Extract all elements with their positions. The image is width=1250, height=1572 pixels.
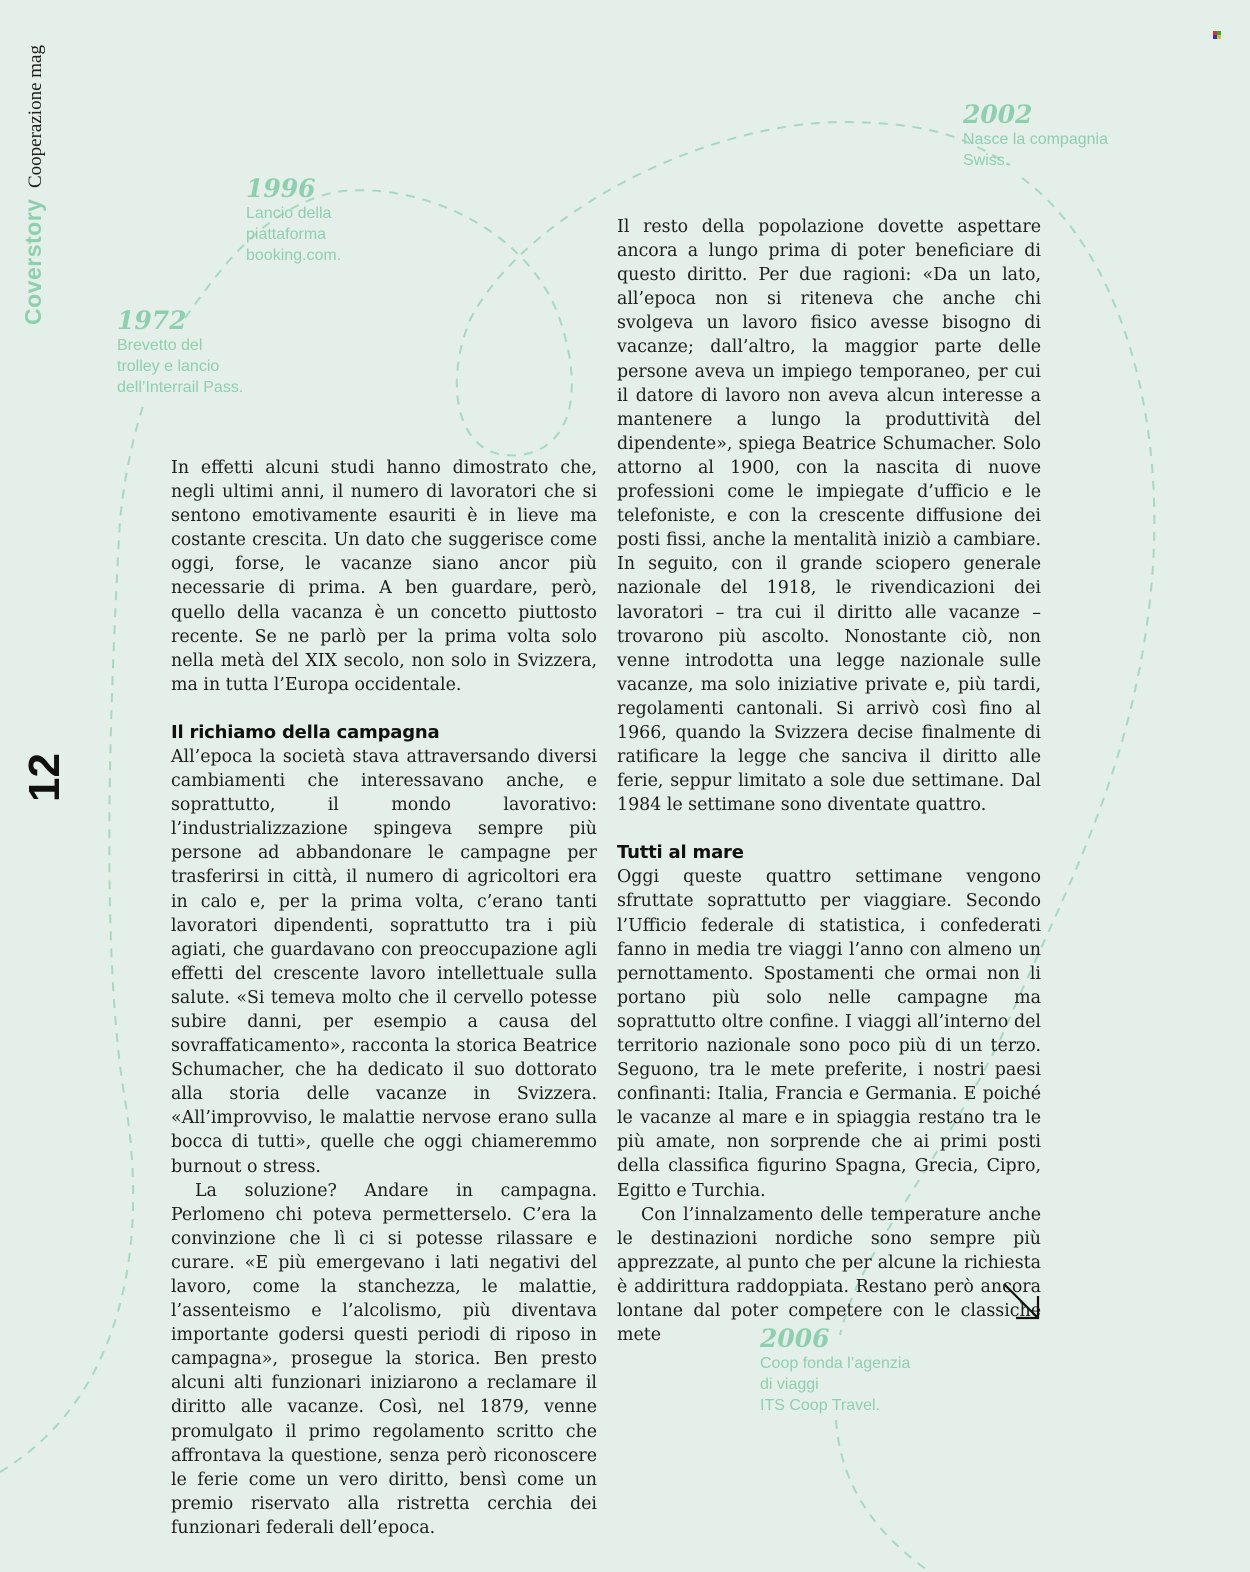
- page-number: 12: [20, 753, 69, 802]
- milestone-year: 2002: [963, 100, 1033, 129]
- milestone-text: Brevetto del trolley e lancio dell’Interrail Pass.: [117, 337, 244, 396]
- milestone-2002: [963, 101, 1108, 171]
- milestone-1996: [246, 175, 341, 266]
- section-heading: Tutti al mare: [617, 842, 744, 864]
- arrow-down-right-icon: [1000, 1280, 1042, 1322]
- section-heading: Il richiamo della campagna: [171, 721, 440, 743]
- milestone-year: 1996: [246, 174, 316, 203]
- paragraph: La soluzione? Andare in campagna. Perlomeno chi poteva permetterselo. C’era la convinzione che lì ci si potesse rilassare e curare. «E più emergevano i lati negativi del lavoro, come la stanchezza, le malattie, l’assenteismo e l’alcolismo, più diventava importante godersi questi periodi di riposo in campagna», prosegue la storica. Ben presto alcuni alti funzionari iniziarono a reclamare il diritto alle vacanze. Così, nel 1879, venne promulgato il primo regolamento scritto che affrontava la questione, senza però riconoscere le ferie come un vero diritto, bensì come un premio riservato alla ristretta cerchia dei funzionari federali dell’epoca.: [171, 1180, 597, 1538]
- magazine-name: Cooperazione mag: [25, 45, 46, 188]
- paragraph: In effetti alcuni studi hanno dimostrato che, negli ultimi anni, il numero di lavoratori che si sentono emotivamente esauriti è in lieve ma costante crescita. Un dato che suggerisce come oggi, forse, le vacanze siano ancor più necessarie di prima. A ben guardare, però, quello della vacanza è un concetto piuttosto recente. Se ne parlò per la prima volta solo nella metà del XIX secolo, non solo in Svizzera, ma in tutta l’Europa occidentale.: [171, 458, 597, 695]
- paragraph: Il resto della popolazione dovette aspettare ancora a lungo prima di poter beneficiare di questo diritto. Per due ragioni: «Da un lato, all’epoca non si riteneva che anche chi svolgeva un lavoro fisico avesse bisogno di vacanze; dall’altro, la maggior parte delle persone aveva un impiego temporaneo, per cui il datore di lavoro non aveva alcun interesse a mantenere a lungo la produttività del dipendente», spiega Beatrice Schumacher. Solo attorno al 1900, con la nascita di nuove professioni come le impiegate d’ufficio e le telefoniste, e con la crescente diffusione dei posti fissi, anche la mentalità iniziò a cambiare. In seguito, con il grande sciopero generale nazionale del 1918, le rivendicazioni dei lavoratori – tra cui il diritto alle vacanze – trovarono più ascolto. Nonostante ciò, non venne introdotta una legge nazionale sulle vacanze, ma solo iniziative private e, più tardi, regolamenti cantonali. Si arrivò così fino al 1966, quando la Svizzera decise finalmente di ratificare la legge che sanciva il diritto alle ferie, seppur limitato a sole due settimane. Dal 1984 le settimane sono diventate quattro.: [617, 217, 1041, 816]
- article-column-left: [171, 456, 597, 1540]
- milestone-year: 2006: [760, 1324, 830, 1353]
- milestone-text: Coop fonda l’agenzia di viaggi ITS Coop Travel.: [760, 1355, 911, 1414]
- paragraph: Con l’innalzamento delle temperature anche le destinazioni nordiche sono sempre più apprezzate, al punto che per alcune la richiesta è addirittura raddoppiata. Restano però ancora lontane dal poter competere con le classiche mete: [617, 1204, 1041, 1346]
- color-registration-icon: [1213, 31, 1221, 39]
- paragraph: All’epoca la società stava attraversando diversi cambiamenti che interessavano anche, e soprattutto, il mondo lavorativo: l’industrializzazione spingeva sempre più persone ad abbandonare le campagne per trasferirsi in città, il numero di agricoltori era in calo e, per la prima volta, c’erano tanti lavoratori dipendenti, soprattutto tra i più agiati, che guardavano con preoccupazione agli effetti del crescente lavoro intellettuale sulla salute. «Si temeva molto che il cervello potesse subire danni, per esempio a causa del sovraffaticamento», racconta la storica Beatrice Schumacher, che ha dedicato il suo dottorato alla storia delle vacanze in Svizzera. «All’improvviso, le malattie nervose erano sulla bocca di tutti», quelle che oggi chiameremmo burnout o stress.: [171, 746, 597, 1177]
- milestone-text: Nasce la compagnia Swiss.: [963, 131, 1108, 169]
- milestone-1972: [117, 307, 243, 398]
- section-label: Coverstory: [20, 198, 46, 325]
- paragraph: Oggi queste quattro settimane vengono sfruttate soprattutto per viaggiare. Secondo l’Ufficio federale di statistica, i confederati fanno in media tre viaggi l’anno con almeno un pernottamento. Spostamenti che ormai non li portano più solo nelle campagne ma soprattutto oltre confine. I viaggi all’interno del territorio nazionale sono poco più di un terzo. Seguono, tra le mete preferite, i nostri paesi confinanti: Italia, Francia e Germania. E poiché le vacanze al mare e in spiaggia restano tra le più amate, non sorprende che ai primi posti della classifica figurino Spagna, Grecia, Cipro, Egitto e Turchia.: [617, 867, 1041, 1201]
- milestone-text: Lancio della piattaforma booking.com.: [246, 205, 342, 264]
- milestone-year: 1972: [117, 306, 187, 335]
- article-column-right: [617, 215, 1041, 1347]
